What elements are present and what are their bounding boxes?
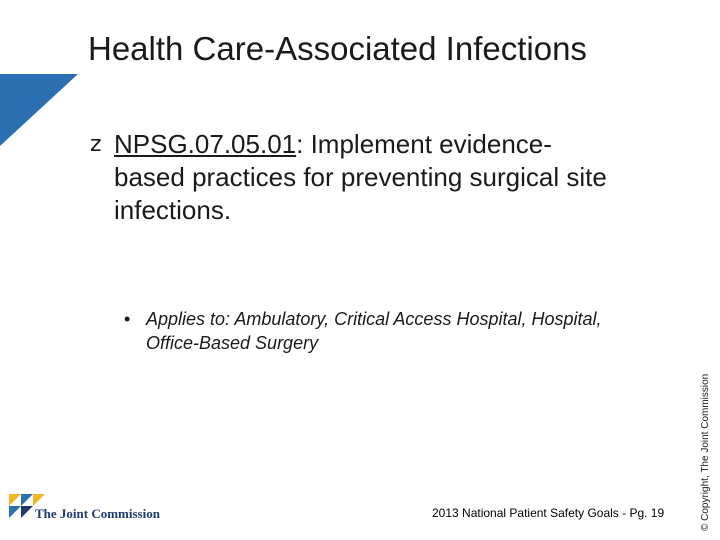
main-bullet-body: : Implement evidence-based practices for preventing surgical site infections. xyxy=(114,129,607,225)
npsg-link[interactable]: NPSG.07.05.01 xyxy=(114,129,297,159)
main-bullet xyxy=(90,128,620,227)
main-bullet-text xyxy=(114,128,620,227)
sub-bullet-dot: • xyxy=(124,309,131,329)
sub-bullet-text: Applies to: Ambulatory, Critical Access Hospital, Hospital, Office-Based Surgery xyxy=(146,309,602,353)
logo-text: The Joint Commission xyxy=(35,506,160,521)
slide-title: Health Care-Associated Infections xyxy=(88,30,587,67)
footer-page-info: 2013 National Patient Safety Goals - Pg. 19 xyxy=(432,506,665,520)
corner-accent-shape xyxy=(0,74,78,146)
bullet-marker-icon: z xyxy=(90,132,102,157)
copyright-notice: © Copyright, The Joint Commission xyxy=(700,373,711,531)
sub-bullet xyxy=(124,307,604,355)
